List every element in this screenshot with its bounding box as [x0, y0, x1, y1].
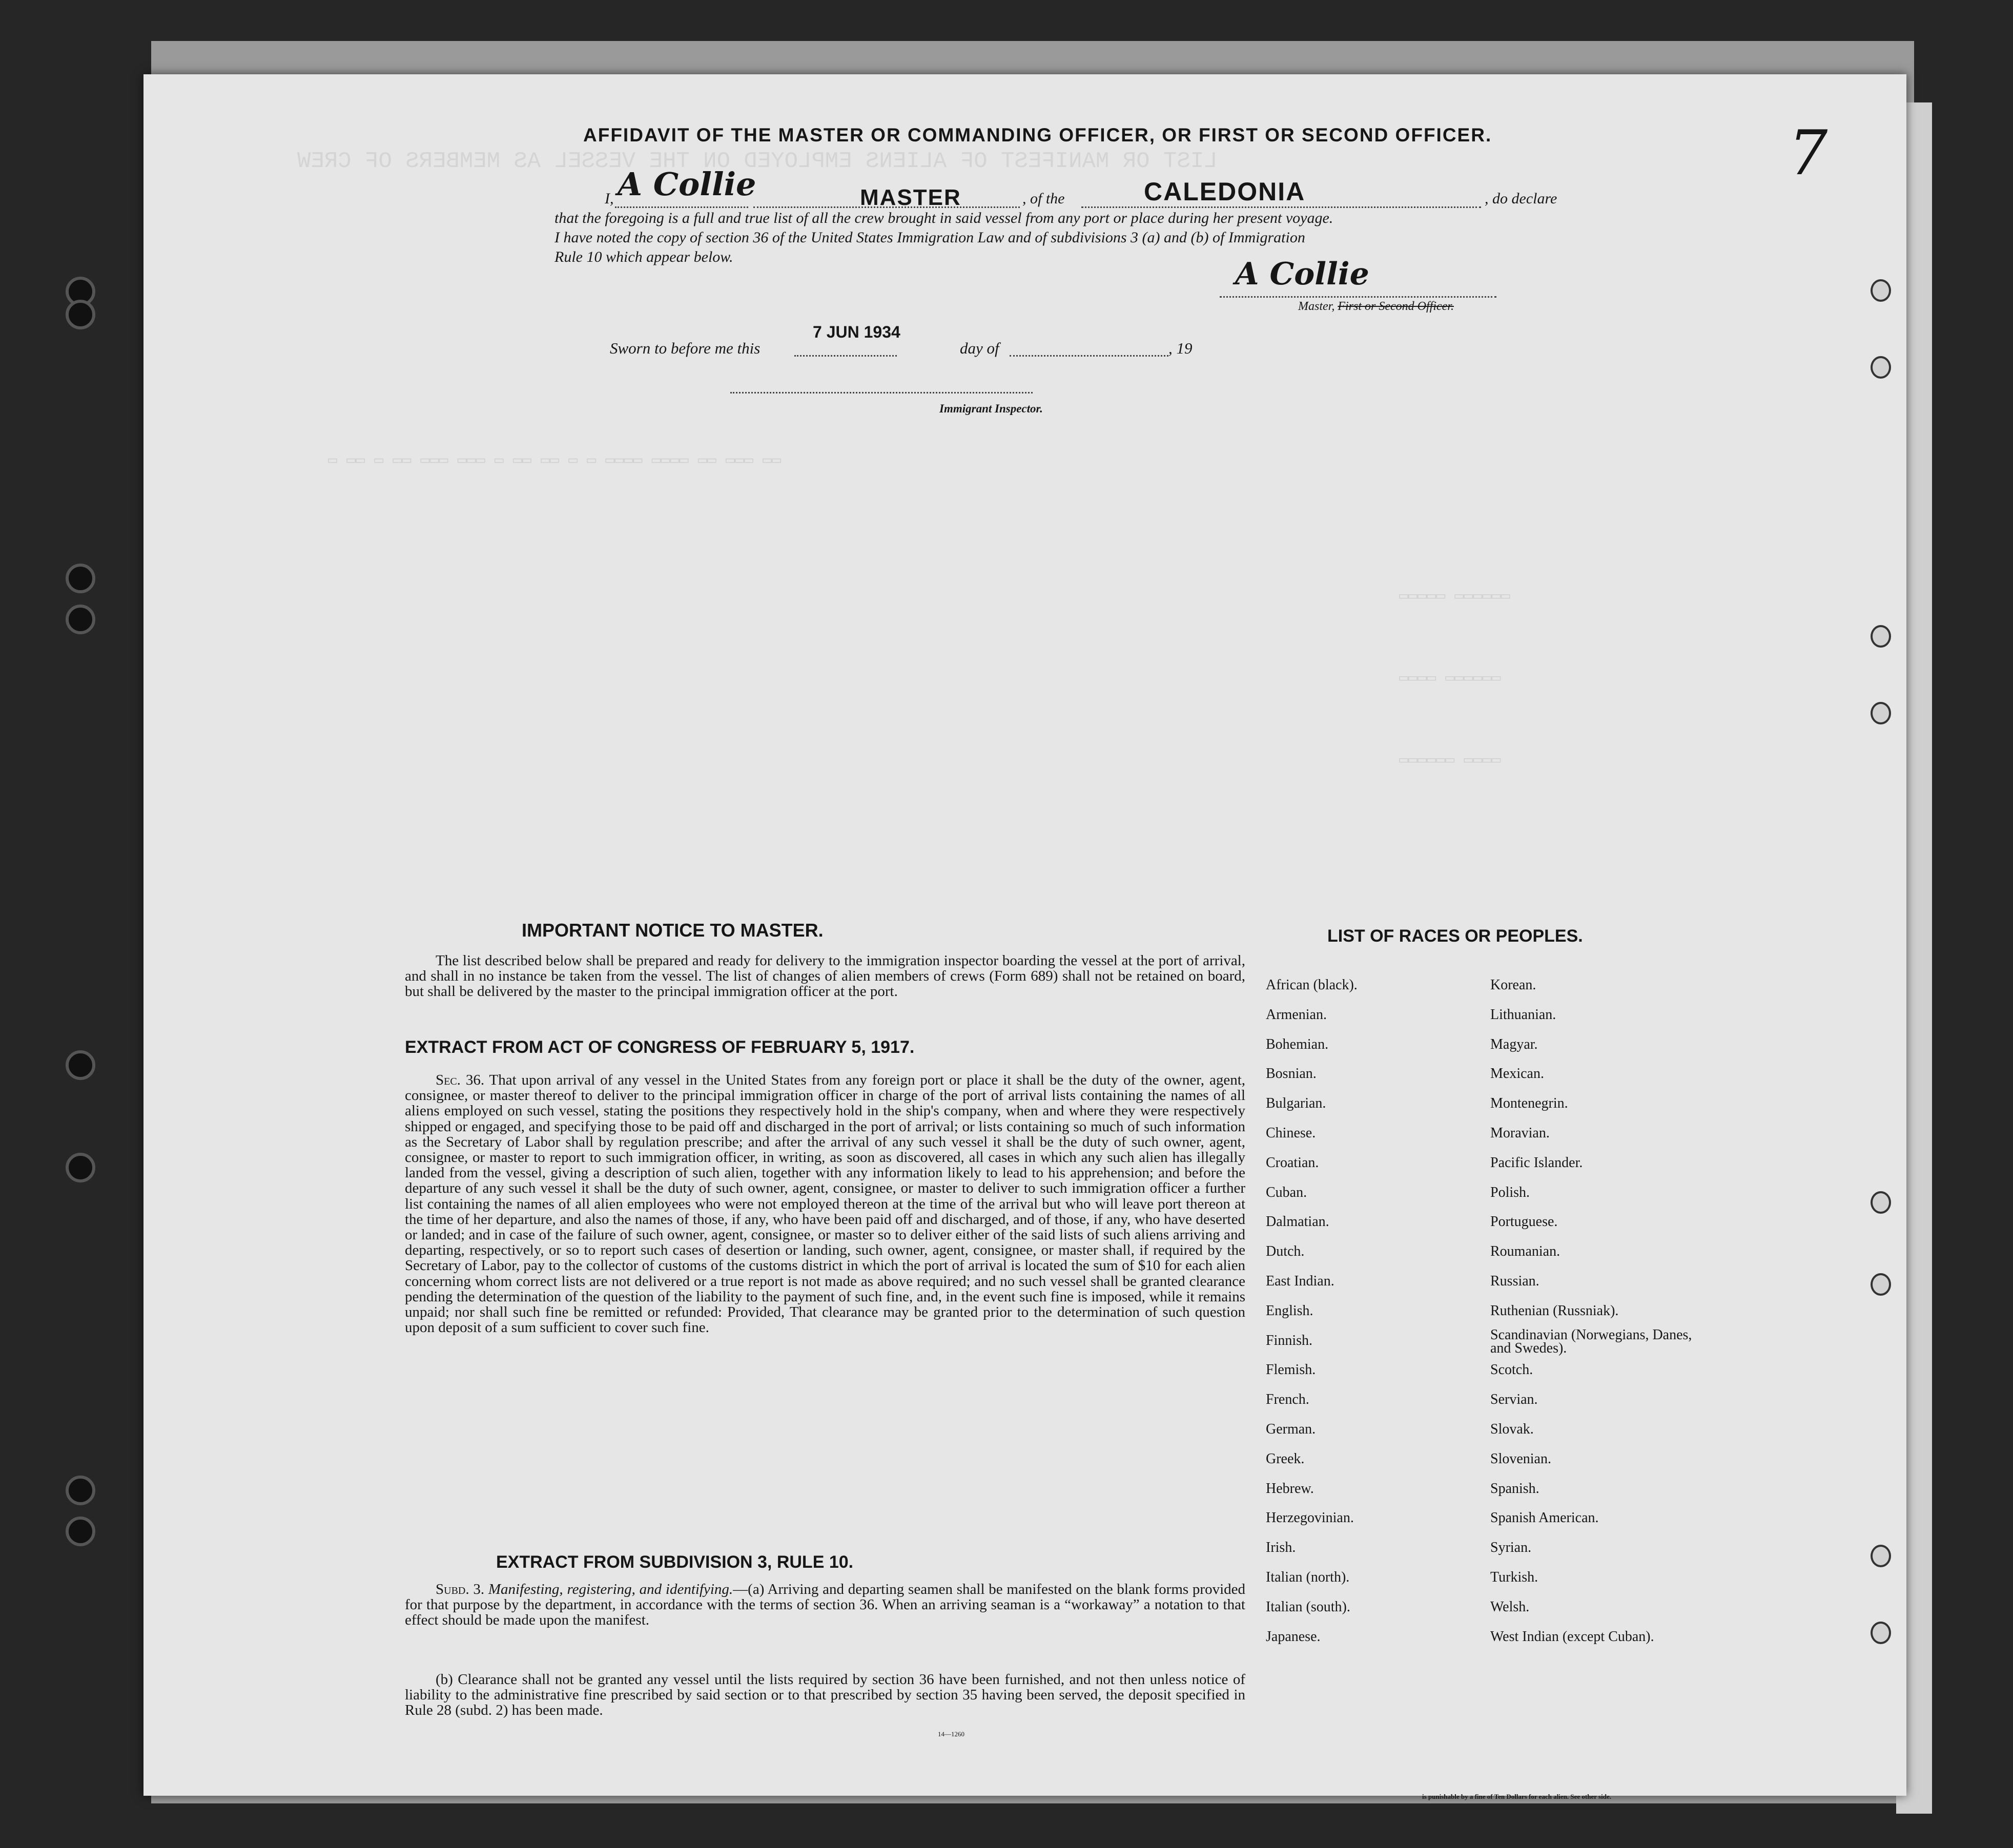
binder-hole	[66, 1153, 95, 1182]
race-item: Welsh.	[1490, 1598, 1530, 1615]
race-item: Ruthenian (Russniak).	[1490, 1302, 1619, 1319]
race-item: Hebrew.	[1266, 1480, 1314, 1497]
vessel-name: CALEDONIA	[1144, 177, 1306, 206]
race-item: Irish.	[1266, 1540, 1296, 1556]
race-item: Italian (north).	[1266, 1569, 1350, 1585]
day-of-label: day of	[960, 339, 999, 357]
bleed-through: ▭ ▭▭ ▭ ▭▭ ▭▭▭ ▭▭▭ ▭ ▭▭ ▭▭ ▭ ▭ ▭▭▭▭ ▭▭▭▭ ▭▭ ▭▭▭ ▭▭	[328, 452, 782, 470]
race-item: Roumanian.	[1490, 1243, 1560, 1260]
race-item: Turkish.	[1490, 1569, 1538, 1585]
race-item: Dalmatian.	[1266, 1214, 1329, 1230]
race-item: Lithuanian.	[1490, 1006, 1556, 1023]
race-item: Korean.	[1490, 977, 1536, 993]
sworn-date-line	[794, 355, 897, 357]
race-item: Mexican.	[1490, 1066, 1544, 1082]
year-label: , 19	[1168, 339, 1193, 357]
race-item: West Indian (except Cuban).	[1490, 1628, 1654, 1645]
race-item: Cuban.	[1266, 1184, 1307, 1200]
race-item: Finnish.	[1266, 1332, 1313, 1348]
race-item: Armenian.	[1266, 1006, 1327, 1023]
affidavit-heading: AFFIDAVIT OF THE MASTER OR COMMANDING OFFICER, OR FIRST OR SECOND OFFICER.	[583, 124, 1492, 146]
affidavit-line-3: I have noted the copy of section 36 of the United States Immigration Law and of subdivisions 3 (a) and (b) of Immigration	[554, 229, 1305, 246]
rule-body-a	[405, 1582, 1245, 1628]
act-section-lead: Sec. 36.	[436, 1072, 485, 1088]
race-item: Spanish.	[1490, 1480, 1539, 1497]
race-item: Scotch.	[1490, 1362, 1533, 1378]
races-title: LIST OF RACES OR PEOPLES.	[1327, 926, 1583, 946]
race-item: Russian.	[1490, 1273, 1539, 1289]
rank-value: MASTER	[860, 185, 961, 210]
month-line	[1010, 355, 1168, 357]
race-item: Servian.	[1490, 1392, 1538, 1408]
affidavit-line-2: that the foregoing is a full and true list of all the crew brought in said vessel from any port or place during her present voyage.	[554, 210, 1333, 226]
race-item: English.	[1266, 1302, 1313, 1319]
race-item: Flemish.	[1266, 1362, 1316, 1378]
ring-hole	[1871, 702, 1891, 724]
inspector-caption: Immigrant Inspector.	[939, 402, 1043, 415]
vessel-line	[1081, 206, 1481, 208]
of-the-label: , of the	[1022, 190, 1065, 207]
race-item: Croatian.	[1266, 1154, 1319, 1171]
race-item: East Indian.	[1266, 1273, 1334, 1289]
race-item: African (black).	[1266, 977, 1358, 993]
officer-line	[1220, 296, 1496, 298]
ring-hole	[1871, 625, 1891, 648]
binder-hole	[66, 300, 95, 329]
rule-text-b: (b) Clearance shall not be granted any vessel until the lists required by section 36 have been furnished, and not then unless notice of liability to the administrative fine prescribed by said section or to that prescribed by section 35 having been served, the deposit specified in Rule 28 (subd. 2) has been made.	[405, 1671, 1245, 1719]
officer-signature: A Collie	[1235, 256, 1369, 292]
sworn-date-stamp: 7 JUN 1934	[813, 323, 900, 341]
rank-line	[753, 206, 1020, 208]
race-item: Portuguese.	[1490, 1214, 1558, 1230]
race-item: Scandinavian (Norwegians, Danes, and Swedes).	[1490, 1326, 1692, 1356]
bleed-through: ▭▭▭▭▭ ▭▭▭▭▭▭	[1399, 588, 1510, 606]
race-item: Bosnian.	[1266, 1066, 1317, 1082]
race-item: Dutch.	[1266, 1243, 1305, 1260]
document-page	[143, 74, 1906, 1800]
declare-label: , do declare	[1485, 190, 1557, 207]
rule-title: EXTRACT FROM SUBDIVISION 3, RULE 10.	[496, 1552, 854, 1572]
race-item: Chinese.	[1266, 1125, 1316, 1141]
race-item: Moravian.	[1490, 1125, 1550, 1141]
bleed-through: ▭▭▭▭ ▭▭▭▭▭▭	[1399, 670, 1501, 688]
race-item: Greek.	[1266, 1450, 1305, 1467]
race-item: Bulgarian.	[1266, 1095, 1326, 1112]
binder-hole	[66, 1476, 95, 1505]
officer-caption	[1298, 300, 1454, 314]
race-item: Italian (south).	[1266, 1598, 1350, 1615]
race-item: Montenegrin.	[1490, 1095, 1568, 1112]
binder-hole	[66, 564, 95, 593]
ring-hole	[1871, 279, 1891, 302]
race-item: Syrian.	[1490, 1540, 1532, 1556]
footer-fragment: is punishable by a fine of Ten Dollars for each alien. See other side.	[1422, 1793, 1611, 1800]
bleed-through: LIST OR MANIFEST OF ALIENS EMPLOYED ON THE VESSEL AS MEMBERS OF CREW	[297, 149, 1218, 174]
sworn-label: Sworn to before me this	[610, 339, 761, 357]
rule-lead-italic: Manifesting, registering, and identifying.	[488, 1581, 733, 1597]
race-item: Slovak.	[1490, 1421, 1534, 1437]
act-title: EXTRACT FROM ACT OF CONGRESS OF FEBRUARY 5, 1917.	[405, 1037, 915, 1057]
rule-lead: Subd. 3.	[436, 1581, 485, 1597]
race-item: Polish.	[1490, 1184, 1530, 1200]
officer-caption-struck: First or Second Officer.	[1338, 300, 1454, 313]
form-number: 14—1260	[938, 1730, 964, 1738]
binder-hole	[66, 1050, 95, 1080]
ring-hole	[1871, 1191, 1891, 1214]
notice-title: IMPORTANT NOTICE TO MASTER.	[522, 920, 824, 941]
signature-line	[615, 206, 748, 208]
act-text: That upon arrival of any vessel in the United States from any foreign port or place it shall be the duty of the owner, agent, consignee, or master thereof to deliver to the principal immigration officer in charge of the port of arrival lists containing the names of all aliens employed on such vessel, stating the positions they respectively hold in the ship's company, when and where they were respectively shipped or engaged, and specifying those to be paid off and discharged in the port of arrival; or lists containing so much of such information as the Secretary of Labor shall by regulation prescribe; and after the arrival of any such vessel it shall be the duty of such owner, agent, consignee, or master to report to such immigration officer, in writing, as soon as discovered, all cases in which any such alien has illegally landed from the vessel, giving a description of such alien, together with any information likely to lead to his apprehension; and before the departure of any such vessel it shall be the duty of such owner, agent, consignee, or master to deliver to such immigration officer a further list containing the names of all alien employees who were not employed thereon at the time of the arrival but who will leave port thereon at the time of her departure, and also the names of those, if any, who have been paid off and discharged, and of those, if any, who have deserted or landed; and in case of the failure of such owner, agent, consignee, or master so to deliver either of the said lists of such aliens arriving and departing, respectively, or so to report such cases of desertion or landing, such owner, agent, consignee, or master shall, if required by the Secretary of Labor, pay to the collector of customs of the customs district in which the port of arrival is located the sum of $10 for each alien concerning whom correct lists are not delivered or a true report is not made as above required; and no such vessel shall be granted clearance pending the determination of the question of the liability to the payment of such fine, and, in the event such fine is imposed, while it remains unpaid; nor shall such fine be remitted or refunded: Provided, That clearance may be granted prior to the determination of such question upon deposit of a sum sufficient to cover such fine.	[405, 1072, 1245, 1336]
race-item: Japanese.	[1266, 1628, 1321, 1645]
ring-hole	[1871, 1622, 1891, 1644]
affidavit-line-4: Rule 10 which appear below.	[554, 248, 733, 265]
act-body	[405, 1072, 1245, 1335]
race-item: German.	[1266, 1421, 1316, 1437]
master-signature: A Collie	[618, 165, 756, 203]
ring-hole	[1871, 356, 1891, 379]
binder-hole	[66, 1517, 95, 1546]
officer-caption-master: Master,	[1298, 300, 1335, 313]
ring-hole	[1871, 1273, 1891, 1296]
notice-text: The list described below shall be prepared and ready for delivery to the immigration inspector boarding the vessel at the port of arrival, and shall in no instance be taken from the vessel. The list of changes of alien members of crews (Form 689) shall not be retained on board, but shall be delivered by the master to the principal immigration officer at the port.	[405, 952, 1245, 1000]
bleed-through: ▭▭▭▭▭▭ ▭▭▭▭	[1399, 752, 1501, 770]
i-label: I,	[605, 190, 614, 207]
ring-hole	[1871, 1545, 1891, 1567]
notice-body	[405, 953, 1245, 1000]
rule-text-a: —(a) Arriving and departing seamen shall be manifested on the blank forms provided for that purpose by the department, in accordance with the terms of section 36. When an arriving seaman is a “workaway” a notation to that effect should be made upon the manifest.	[405, 1581, 1246, 1629]
rule-body-b	[405, 1672, 1245, 1718]
race-item: Bohemian.	[1266, 1036, 1329, 1052]
race-item: Pacific Islander.	[1490, 1154, 1583, 1171]
race-item: Slovenian.	[1490, 1450, 1551, 1467]
race-item: Spanish American.	[1490, 1510, 1599, 1526]
binder-hole	[66, 605, 95, 634]
page-number: 7	[1789, 118, 1828, 189]
race-item: Herzegovinian.	[1266, 1510, 1354, 1526]
race-item: Magyar.	[1490, 1036, 1538, 1052]
race-item: French.	[1266, 1392, 1309, 1408]
inspector-line	[730, 392, 1033, 393]
